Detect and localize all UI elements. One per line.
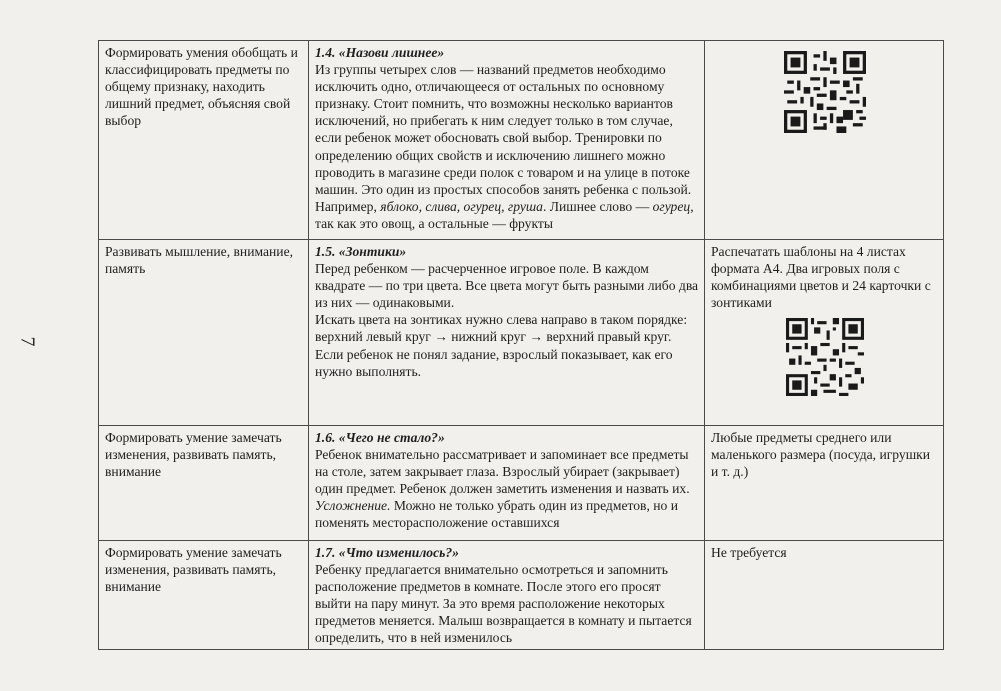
materials-cell (705, 426, 944, 541)
example-tail: , так как это овощ, а остальные — фрукты (315, 198, 694, 231)
example-lead: Например, (315, 198, 381, 214)
goal-cell (99, 426, 309, 541)
materials-cell (705, 541, 944, 650)
table-row (99, 240, 944, 426)
complication-label: Усложнение. (315, 498, 391, 514)
materials-cell (705, 240, 944, 426)
goal-cell (99, 541, 309, 650)
game-title: 1.6. «Чего не стало?» (315, 430, 445, 445)
table-row (99, 41, 944, 240)
game-description: Ребенок внимательно рассматривает и запоминает все предметы на столе, затем закрывает глаза. Взрослый убирает (закрывает) один предмет. Ребенок должен заметить изменения и назвать их. (315, 447, 690, 497)
table-row (99, 541, 944, 650)
materials-text: Не требуется (711, 545, 787, 560)
page-number: 7 (16, 336, 39, 347)
game-description: Перед ребенком — расчерченное игровое поле. В каждом квадрате — по три цвета. Все цвета могут быть разными либо два из них — одинаковыми. (315, 261, 699, 311)
description-cell (309, 240, 705, 426)
materials-cell (705, 41, 944, 240)
games-table (98, 40, 944, 650)
game-title: 1.5. «Зонтики» (315, 244, 407, 259)
goal-cell (99, 41, 309, 240)
example-words: яблоко, слива, огурец, груша (380, 198, 543, 214)
description-cell (309, 426, 705, 541)
example-mid: . Лишнее слово — (542, 198, 653, 214)
game-description-2: Искать цвета на зонтиках нужно слева направо в таком порядке: верхний левый круг → нижний круг → верхний правый круг. Если ребенок не понял задание, взрослый показывает, как его нужно выполнять. (315, 312, 688, 379)
game-title: 1.4. «Назови лишнее» (315, 45, 445, 60)
goal-text: Формировать умения обобщать и классифицировать предметы по общему признаку, находить лишний предмет, объясняя свой выбор (105, 45, 298, 129)
example-odd-word: огурец (652, 198, 691, 214)
game-title: 1.7. «Что изменилось?» (315, 545, 459, 560)
complication-text: Можно не только убрать один из предметов, но и поменять месторасположение оставшихся (315, 498, 679, 531)
goal-text: Формировать умение замечать изменения, развивать память, внимание (105, 545, 282, 595)
qr-code-icon[interactable] (784, 51, 866, 133)
materials-text: Любые предметы среднего или маленького размера (посуда, игрушки и т. д.) (711, 430, 931, 480)
game-description: Из группы четырех слов — названий предметов необходимо исключить одно, отличающееся от остальных по основному признаку. Стоит помнить, что возможны несколько вариантов исключений, но прибегать к ним следует только в том случае, если ребенок может обосновать свой выбор. Тренировки по определению общих свойств и исключению лишнего можно проводить в магазине среди полок с товаром и на улице в потоке машин. Это один из простых способов занять ребенка с пользой. (315, 62, 692, 197)
goal-cell (99, 240, 309, 426)
goal-text: Формировать умение замечать изменения, развивать память, внимание (105, 430, 282, 480)
description-cell (309, 541, 705, 650)
table-row (99, 426, 944, 541)
game-description: Ребенку предлагается внимательно осмотреться и запомнить расположение предметов в комнате. После этого его просят выйти на пару минут. За это время расположение некоторых предметов меняется. Малыш возвращается в комнату и пытается определить, что в ней изменилось (315, 562, 692, 646)
description-cell (309, 41, 705, 240)
goal-text: Развивать мышление, внимание, память (105, 244, 294, 277)
qr-code-icon[interactable] (786, 318, 864, 396)
materials-text: Распечатать шаблоны на 4 листах формата А4. Два игровых поля с комбинациями цветов и 24 карточки с зонтиками (711, 244, 931, 311)
